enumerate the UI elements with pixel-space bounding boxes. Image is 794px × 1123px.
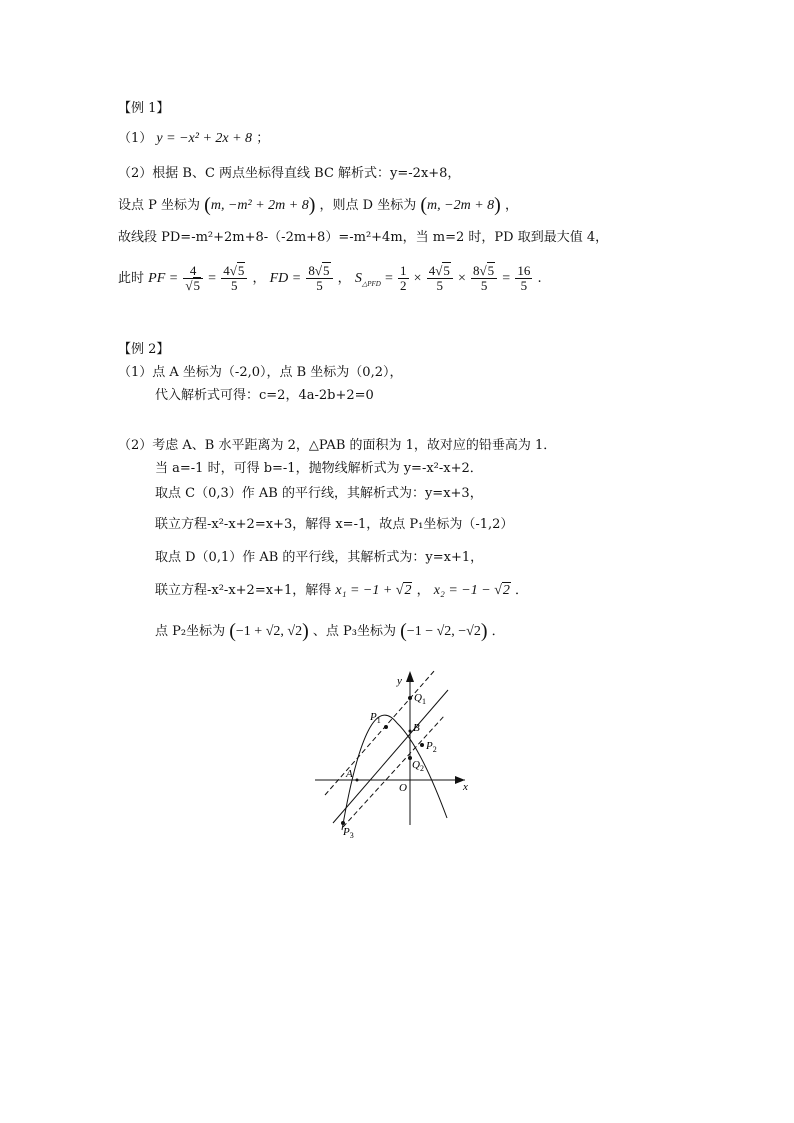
ex1-l1-label: （1） xyxy=(118,131,153,146)
ex2-line-5: 取点 C（0,3）作 AB 的平行线，其解析式为：y=x+3， xyxy=(155,486,483,501)
point-p2-coords: −1 + √2, √2 xyxy=(235,624,303,639)
ex2-line-9 xyxy=(155,622,505,641)
point-p-coords: m, −m² + 2m + 8 xyxy=(210,198,309,213)
paren-close: ) xyxy=(494,194,501,216)
label-x: x xyxy=(463,781,468,793)
point-p3-coords: −1 − √2, −√2 xyxy=(406,624,481,639)
x2-solution: x₂ = −1 − √2 xyxy=(433,583,510,598)
fraction-4root5-over-5: $\frac{4√5}{5}$ xyxy=(221,264,247,293)
fraction-8root5-over-5: $\frac{8√5}{5}$ xyxy=(471,264,497,293)
equals-sign: = xyxy=(384,271,393,286)
example-2-title: 【例 2】 xyxy=(118,342,170,357)
ex1-l5-a: 此时 xyxy=(118,271,145,286)
point-p2 xyxy=(420,743,424,747)
pf-label: PF = xyxy=(148,271,179,286)
paren-close: ) xyxy=(308,194,316,216)
paren-open: ( xyxy=(204,194,211,216)
ex2-line-3: （2）考虑 A、B 水平距离为 2，△PAB 的面积为 1，故对应的铅垂高为 1． xyxy=(118,438,557,453)
fraction-1-over-2: $\frac{1}{2}$ xyxy=(400,263,407,293)
fraction-4-over-root5: $\frac{4}{√5}$ xyxy=(183,264,203,293)
paren-open: ( xyxy=(400,620,407,642)
ex2-l8-end: ． xyxy=(515,583,529,598)
label-p2: $P_2$ xyxy=(426,740,437,754)
ex2-l8-a: 联立方程-x²-x+2=x+1，解得 xyxy=(155,583,332,598)
ex1-l1-end: ； xyxy=(256,131,270,146)
label-origin: O xyxy=(399,782,407,794)
point-p3 xyxy=(341,821,345,825)
area-symbol: $S_{\triangle PFD}$ xyxy=(354,271,381,288)
example-1-title: 【例 1】 xyxy=(118,101,170,116)
ex1-l1-equation: y = −x² + 2x + 8 xyxy=(156,131,253,146)
fd-label: FD = xyxy=(269,271,302,286)
point-p1 xyxy=(384,725,388,729)
ex1-l5-end: . xyxy=(537,271,542,286)
fraction-4root5-over-5: $\frac{4√5}{5}$ xyxy=(427,264,453,293)
label-p3: $P_3$ xyxy=(343,826,354,840)
ex1-line-1 xyxy=(118,130,269,148)
ex2-line-7: 取点 D（0,1）作 AB 的平行线，其解析式为：y=x+1， xyxy=(155,550,484,565)
paren-open: ( xyxy=(229,620,236,642)
point-q1 xyxy=(408,696,412,700)
parabola-curve xyxy=(342,715,447,830)
separator: ， xyxy=(416,583,430,598)
ex1-line-3 xyxy=(118,196,518,215)
fraction-16-over-5: $\frac{16}{5}$ xyxy=(517,263,531,293)
ex1-line-4: 故线段 PD=-m²+2m+8-（-2m+8）=-m²+4m，当 m=2 时，PD 取到最大值 4， xyxy=(118,230,609,245)
line-ab xyxy=(333,690,448,823)
label-q1: $Q_1$ xyxy=(414,692,426,706)
ex1-line-5 xyxy=(118,264,542,295)
ex2-l9-b: 、点 P₃坐标为 xyxy=(312,624,396,639)
paren-open: ( xyxy=(420,194,428,216)
ex2-l9-a: 点 P₂坐标为 xyxy=(155,624,226,639)
point-d-coords: m, −2m + 8 xyxy=(427,198,495,213)
ex2-line-1: （1）点 A 坐标为（-2,0），点 B 坐标为（0,2）， xyxy=(118,365,403,380)
equals-sign: = xyxy=(502,271,511,286)
y-axis-arrow xyxy=(406,671,414,682)
label-p1: $P_1$ xyxy=(370,711,381,725)
label-q2: $Q_2$ xyxy=(412,759,424,773)
ex2-line-8 xyxy=(155,582,528,600)
times-sign: × xyxy=(413,271,422,286)
equals-sign: = xyxy=(208,271,217,286)
times-sign: × xyxy=(457,271,466,286)
label-a: A xyxy=(346,768,353,780)
ex2-line-4: 当 a=-1 时，可得 b=-1，抛物线解析式为 y=-x²-x+2． xyxy=(155,461,483,476)
dashed-line-lower xyxy=(343,715,445,827)
fraction-8root5-over-5: $\frac{8√5}{5}$ xyxy=(306,264,332,293)
label-b: B xyxy=(413,722,420,734)
paren-close: ) xyxy=(480,620,488,642)
separator: ， xyxy=(337,271,351,286)
ex1-l3-a: 设点 P 坐标为 xyxy=(118,198,201,213)
ex1-line-2: （2）根据 B、C 两点坐标得直线 BC 解析式：y=-2x+8， xyxy=(118,166,461,181)
label-y: y xyxy=(397,675,402,687)
parabola-figure xyxy=(305,665,495,845)
ex1-l3-c: ， xyxy=(504,198,518,213)
paren-close: ) xyxy=(302,620,309,642)
point-a xyxy=(356,779,359,782)
ex2-line-2: 代入解析式可得：c=2，4a-2b+2=0 xyxy=(155,388,374,403)
x1-solution: x₁ = −1 + √2 xyxy=(335,583,412,598)
ex2-line-6: 联立方程-x²-x+2=x+3，解得 x=-1，故点 P₁坐标为（-1,2） xyxy=(155,517,514,532)
ex2-l9-end: ． xyxy=(491,624,505,639)
separator: ， xyxy=(252,271,266,286)
point-b xyxy=(409,730,412,733)
ex1-l3-b: ，则点 D 坐标为 xyxy=(319,198,417,213)
